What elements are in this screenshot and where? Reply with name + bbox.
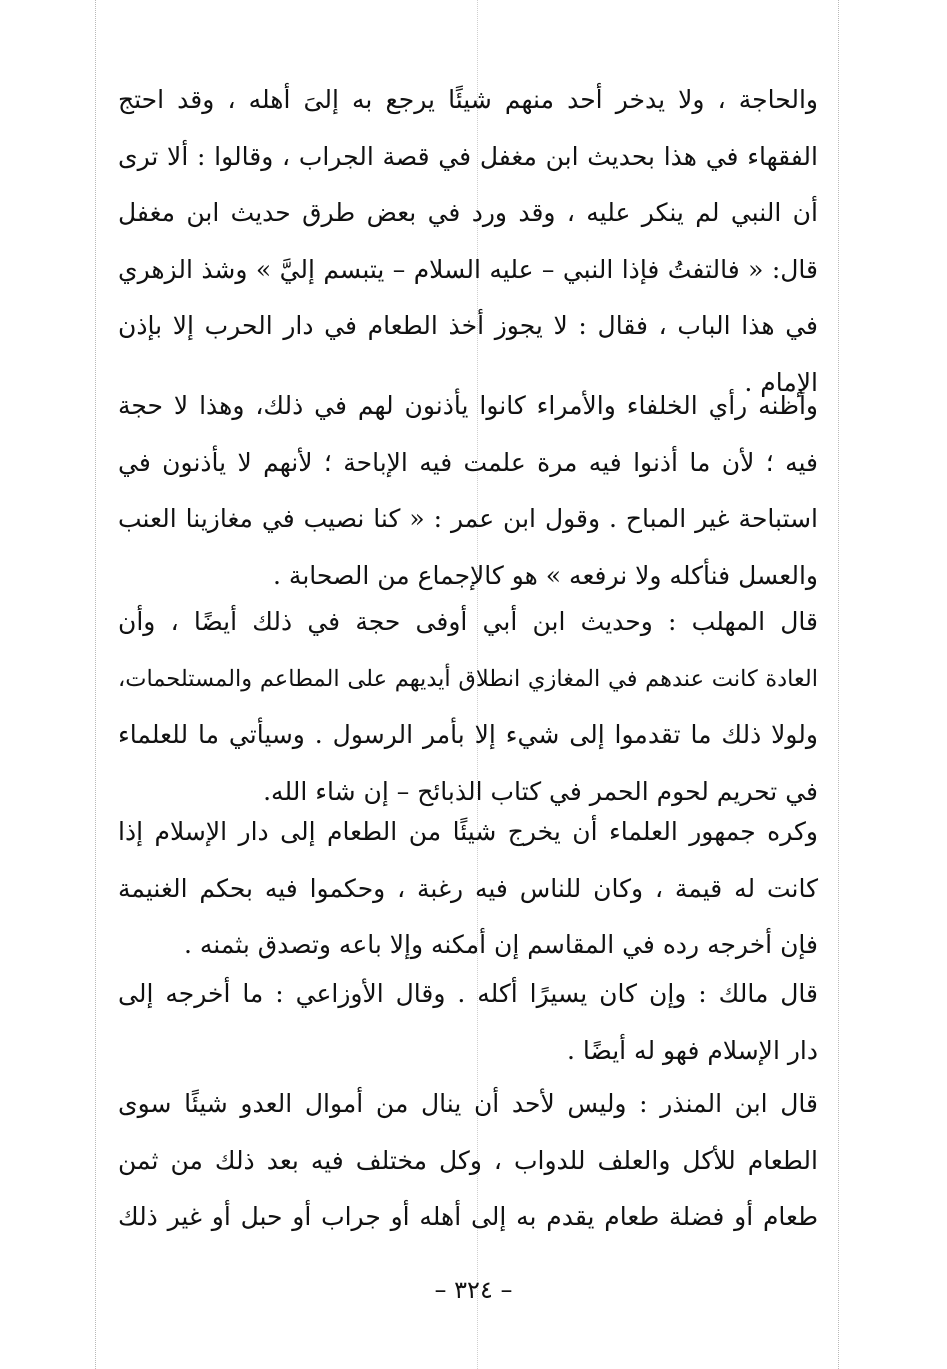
- text-line: العادة كانت عندهم في المغازي انطلاق أيديهم على المطاعم والمستلحمات،: [118, 665, 818, 692]
- text-line: قال ابن المنذر : وليس لأحد أن ينال من أموال العدو شيئًا سوى: [118, 1089, 818, 1118]
- text-line: والحاجة ، ولا يدخر أحد منهم شيئًا يرجع به إلىَ أهله ، وقد احتج: [118, 85, 818, 114]
- text-line: قال مالك : وإن كان يسيرًا أكله . وقال الأوزاعي : ما أخرجه إلى: [118, 979, 818, 1008]
- page-number: – ٣٢٤ –: [434, 1276, 513, 1304]
- paragraph-1: [118, 72, 818, 411]
- text-line: وأظنه رأي الخلفاء والأمراء كانوا يأذنون لهم في ذلك، وهذا لا حجة: [118, 391, 818, 420]
- scan-artifact-line: [95, 0, 96, 1369]
- text-line: والعسل فنأكله ولا نرفعه » هو كالإجماع من الصحابة .: [273, 560, 818, 590]
- paragraph-3: [118, 594, 818, 820]
- text-line: ولولا ذلك ما تقدموا إلى شيء إلا بأمر الرسول . وسيأتي ما للعلماء: [118, 720, 818, 749]
- text-line: في هذا الباب ، فقال : لا يجوز أخذ الطعام في دار الحرب إلا بإذن: [118, 311, 818, 340]
- paragraph-5: [118, 966, 818, 1079]
- text-line: الطعام للأكل والعلف للدواب ، وكل مختلف فيه بعد ذلك من ثمن: [118, 1145, 818, 1175]
- text-line: قال: « فالتفتُ فإذا النبي – عليه السلام – يتبسم إليَّ » وشذ الزهري: [118, 254, 818, 284]
- text-line: الفقهاء في هذا بحديث ابن مغفل في قصة الجراب ، وقالوا : ألا ترى: [118, 141, 818, 171]
- text-line: فيه ؛ لأن ما أذنوا فيه مرة علمت فيه الإباحة ؛ لأنهم لا يأذنون في: [118, 447, 818, 477]
- text-line: طعام أو فضلة طعام يقدم به إلى أهله أو جراب أو حبل أو غير ذلك: [118, 1202, 818, 1231]
- text-line: دار الإسلام فهو له أيضًا .: [567, 1035, 818, 1065]
- text-line: فإن أخرجه رده في المقاسم إن أمكنه وإلا باعه وتصدق بثمنه .: [184, 930, 818, 959]
- text-line: أن النبي لم ينكر عليه ، وقد ورد في بعض طرق حديث ابن مغفل: [118, 198, 818, 227]
- paragraph-2: [118, 378, 818, 604]
- text-line: كانت له قيمة ، وكان للناس فيه رغبة ، وحكموا فيه بحكم الغنيمة: [118, 873, 818, 903]
- scan-artifact-line: [838, 0, 839, 1369]
- paragraph-4: [118, 804, 818, 974]
- text-line: الإمام .: [744, 367, 818, 397]
- paragraph-6: [118, 1076, 818, 1246]
- text-line: وكره جمهور العلماء أن يخرج شيئًا من الطعام إلى دار الإسلام إذا: [118, 817, 818, 846]
- text-line: في تحريم لحوم الحمر في كتاب الذبائح – إن شاء الله.: [263, 776, 818, 806]
- text-line: قال المهلب : وحديث ابن أبي أوفى حجة في ذلك أيضًا ، وأن: [118, 607, 818, 636]
- text-line: استباحة غير المباح . وقول ابن عمر : « كنا نصيب في مغازينا العنب: [118, 504, 818, 533]
